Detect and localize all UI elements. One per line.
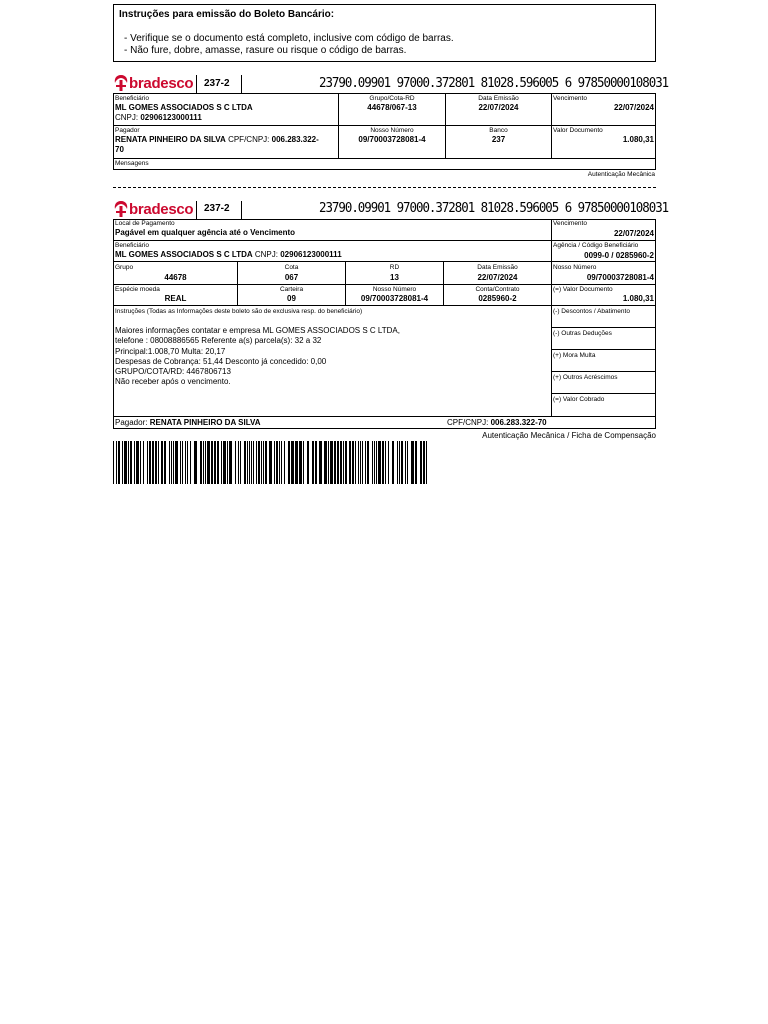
barcode-bar [152,441,154,484]
barcode-bar [207,441,210,484]
barcode-bar [214,441,216,484]
barcode-bar [269,441,272,484]
receipt-mensagens-label: Mensagens [115,160,149,167]
barcode-bar [136,441,139,484]
barcode-bar [315,441,317,484]
slip-conta: 0285960-2 [478,294,517,303]
bradesco-tree-icon [113,74,129,92]
barcode-bar [251,441,252,484]
barcode-bar [158,441,159,484]
barcode-bar [223,441,226,484]
slip-outros-acrescimos-label: (+) Outros Acréscimos [553,374,618,381]
barcode-bar [180,441,181,484]
receipt-nosso-numero-label: Nosso Número [370,127,414,134]
bank-code: 237-2 [204,78,230,89]
barcode-bar [182,441,183,484]
barcode-bar [420,441,422,484]
slip-pagador-label: Pagador: [115,418,148,427]
barcode-bar [171,441,172,484]
slip-autenticacao: Autenticação Mecânica / Ficha de Compensação [482,431,656,440]
slip-especie-label: Espécie moeda [115,286,160,293]
barcode-bar [303,441,304,484]
slip-cota: 067 [284,273,299,282]
barcode-bar [256,441,257,484]
barcode-bar [392,441,394,484]
slip-outras-deducoes-label: (-) Outras Deduções [553,330,612,337]
slip-carteira-label: Carteira [279,286,304,293]
bank-name-2: bradesco [129,200,194,218]
receipt-banco: 237 [491,135,506,144]
receipt-grupo: 44678/067-13 [367,103,417,112]
receipt-pagador-doc-label: CPF/CNPJ: [228,135,270,144]
slip-valor-label: (=) Valor Documento [553,286,613,293]
barcode-bar [362,441,363,484]
slip-pagador [115,418,261,427]
receipt-pagador-label: Pagador [115,127,140,134]
receipt-autenticacao: Autenticação Mecânica [587,171,655,178]
slip-local-label: Local de Pagamento [115,220,175,227]
barcode-bar [360,441,361,484]
slip-valor: 1.080,31 [622,294,654,303]
slip-cnpj: 02906123000111 [280,250,342,259]
barcode-bar [173,441,174,484]
receipt-grupo-label: Grupo/Cota-RD [369,95,415,102]
digitable-line: 23790.09901 97000.372801 81028.596005 6 97850000108031 [319,75,669,91]
barcode-bar [244,441,246,484]
slip-grupo: 44678 [164,273,187,282]
slip-vencimento: 22/07/2024 [613,229,654,238]
barcode-bar [128,441,129,484]
barcode-bar [399,441,400,484]
barcode-bar [124,441,127,484]
barcode-bar [113,441,114,484]
slip-pagador-name: RENATA PINHEIRO DA SILVA [149,418,261,427]
barcode-bar [330,441,333,484]
barcode-bar [355,441,356,484]
slip-grupo-label: Grupo [115,264,134,271]
slip-agencia-label: Agência / Código Beneficiário [553,242,639,249]
barcode-bar [291,441,294,484]
slip-instrucoes-line-5: GRUPO/COTA/RD: 4467806713 [115,367,231,376]
receipt-cnpj-value: 02906123000111 [140,113,202,122]
slip-instrucoes-line-6: Não receber após o vencimento. [115,377,231,386]
barcode-bar [397,441,398,484]
slip-instrucoes-label: Instruções (Todas as Informações deste boleto são de exclusiva resp. do beneficiário) [115,308,363,315]
barcode-bar [116,441,117,484]
receipt-vencimento-label: Vencimento [553,95,587,102]
barcode-bar [284,441,285,484]
instructions-line-2: - Não fure, dobre, amasse, rasure ou risque o código de barras. [124,45,407,56]
barcode-bar [200,441,202,484]
digitable-line-2: 23790.09901 97000.372801 81028.596005 6 97850000108031 [319,200,669,216]
barcode-bar [130,441,132,484]
barcode-bar [279,441,280,484]
barcode-bar [221,441,222,484]
slip-carteira: 09 [287,294,296,303]
receipt-beneficiario-label: Beneficiário [115,95,149,102]
bank-name: bradesco [129,74,194,92]
slip-instrucoes-line-1: Maiores informações contatar e empresa ML GOMES ASSOCIADOS S C LTDA, [115,326,400,335]
barcode-bar [388,441,389,484]
receipt-data-emissao-label: Data Emissão [478,95,519,102]
barcode-bar [276,441,278,484]
slip-pagador-doc-value: 006.283.322-70 [490,418,547,427]
receipt-cnpj [115,113,202,122]
slip-pagador-doc [447,418,547,427]
slip-conta-label: Conta/Contrato [475,286,520,293]
barcode-bar [190,441,191,484]
barcode-bar [352,441,354,484]
barcode-bar [211,441,213,484]
barcode-bar [265,441,267,484]
barcode-bar [358,441,359,484]
barcode-bar [415,441,417,484]
barcode-bar [407,441,408,484]
barcode-bar [263,441,264,484]
slip-cnpj-label: CNPJ: [254,250,278,259]
barcode-bar [258,441,260,484]
barcode-bar [175,441,178,484]
barcode-bar [240,441,241,484]
barcode-bar [376,441,377,484]
slip-valor-cobrado-label: (=) Valor Cobrado [553,396,605,403]
barcode-bar [401,441,403,484]
barcode-bar [229,441,232,484]
barcode-bar [288,441,290,484]
slip-vencimento-label: Vencimento [553,220,587,227]
barcode-bar [247,441,248,484]
barcode-bar [324,441,327,484]
slip-agencia: 0099-0 / 0285960-2 [584,251,654,260]
barcode-bar [161,441,163,484]
receipt-pagador-doc-1: 006.283.322- [271,135,319,144]
slip-nosso-numero2-label: Nosso Número [372,286,417,293]
slip-beneficiario [115,250,342,259]
barcode-bar [345,441,347,484]
receipt-data-emissao: 22/07/2024 [478,103,519,112]
slip-local: Pagável em qualquer agência até o Vencimento [115,228,296,237]
barcode-bar [187,441,188,484]
barcode-bar [423,441,425,484]
receipt-banco-label: Banco [489,127,508,134]
barcode-bar [164,441,166,484]
barcode-bar [155,441,157,484]
barcode-bar [185,441,186,484]
slip-cota-label: Cota [284,264,299,271]
barcode-bar [169,441,170,484]
receipt-pagador [115,135,337,155]
barcode-bar [238,441,239,484]
receipt-beneficiario: ML GOMES ASSOCIADOS S C LTDA [115,103,253,112]
receipt-valor: 1.080,31 [622,135,654,144]
slip-nosso-numero: 09/70003728081-4 [586,273,654,282]
barcode-bar [328,441,329,484]
cut-line [113,187,656,188]
receipt-pagador-name: RENATA PINHEIRO DA SILVA [115,135,226,144]
instructions-title: Instruções para emissão do Boleto Bancário: [119,9,335,20]
bradesco-logo [113,73,193,93]
barcode-bar [374,441,375,484]
slip-beneficiario-name: ML GOMES ASSOCIADOS S C LTDA [115,250,253,259]
slip-beneficiario-label: Beneficiário [115,242,149,249]
barcode-bar [295,441,298,484]
bank-code-2: 237-2 [204,203,230,214]
barcode-bar [405,441,406,484]
barcode-bar [122,441,123,484]
barcode-bar [205,441,206,484]
bradesco-tree-icon [113,200,129,218]
barcode-bar [281,441,282,484]
barcode-bar [261,441,262,484]
instructions-line-1: - Verifique se o documento está completo, inclusive com código de barras. [124,33,454,44]
barcode-bar [134,441,135,484]
barcode-bar [337,441,339,484]
slip-instrucoes-line-3: Principal:1.008,70 Multa: 20,17 [115,347,226,356]
receipt-valor-label: Valor Documento [553,127,603,134]
barcode-bar [365,441,366,484]
barcode-bar [411,441,414,484]
barcode-bar [203,441,204,484]
slip-data-emissao: 22/07/2024 [477,273,518,282]
barcode-bar [235,441,236,484]
receipt-vencimento: 22/07/2024 [613,103,654,112]
slip-data-emissao-label: Data Emissão [477,264,518,271]
barcode-bar [140,441,141,484]
barcode-bar [118,441,120,484]
barcode-bar [149,441,151,484]
slip-rd: 13 [390,273,399,282]
barcode-bar [349,441,351,484]
barcode-bar [343,441,344,484]
slip-nosso-numero-label: Nosso Número [553,264,597,271]
barcode-bar [307,441,309,484]
barcode-bar [367,441,369,484]
barcode-bar [194,441,197,484]
slip-especie: REAL [164,294,187,303]
bradesco-logo-2 [113,199,193,219]
slip-descontos-label: (-) Descontos / Abatimento [553,308,630,315]
barcode-bar [372,441,373,484]
receipt-cnpj-label: CNPJ: [115,113,139,122]
barcode-bar [147,441,148,484]
barcode-bar [378,441,381,484]
barcode-bar [253,441,254,484]
barcode-bar [143,441,144,484]
barcode-bar [385,441,386,484]
slip-mora-label: (+) Mora Multa [553,352,596,359]
barcode-bar [334,441,336,484]
slip-instrucoes-line-4: Despesas de Cobrança: 51,44 Desconto já concedido: 0,00 [115,357,327,366]
receipt-nosso-numero: 09/70003728081-4 [358,135,426,144]
slip-instrucoes-line-2: telefone : 08008886565 Referente a(s) parcela(s): 32 a 32 [115,336,322,345]
barcode-bar [426,441,427,484]
barcode-bar [217,441,219,484]
barcode-bar [249,441,250,484]
barcode-bar [312,441,314,484]
slip-rd-label: RD [389,264,400,271]
barcode-bar [319,441,322,484]
barcode-bar [227,441,228,484]
slip-nosso-numero2: 09/70003728081-4 [360,294,429,303]
barcode-bar [382,441,384,484]
barcode-bar [340,441,342,484]
slip-pagador-doc-label: CPF/CNPJ: [447,418,489,427]
receipt-pagador-doc-2: 70 [115,145,124,154]
barcode [113,441,428,484]
barcode-bar [299,441,302,484]
barcode-bar [274,441,275,484]
